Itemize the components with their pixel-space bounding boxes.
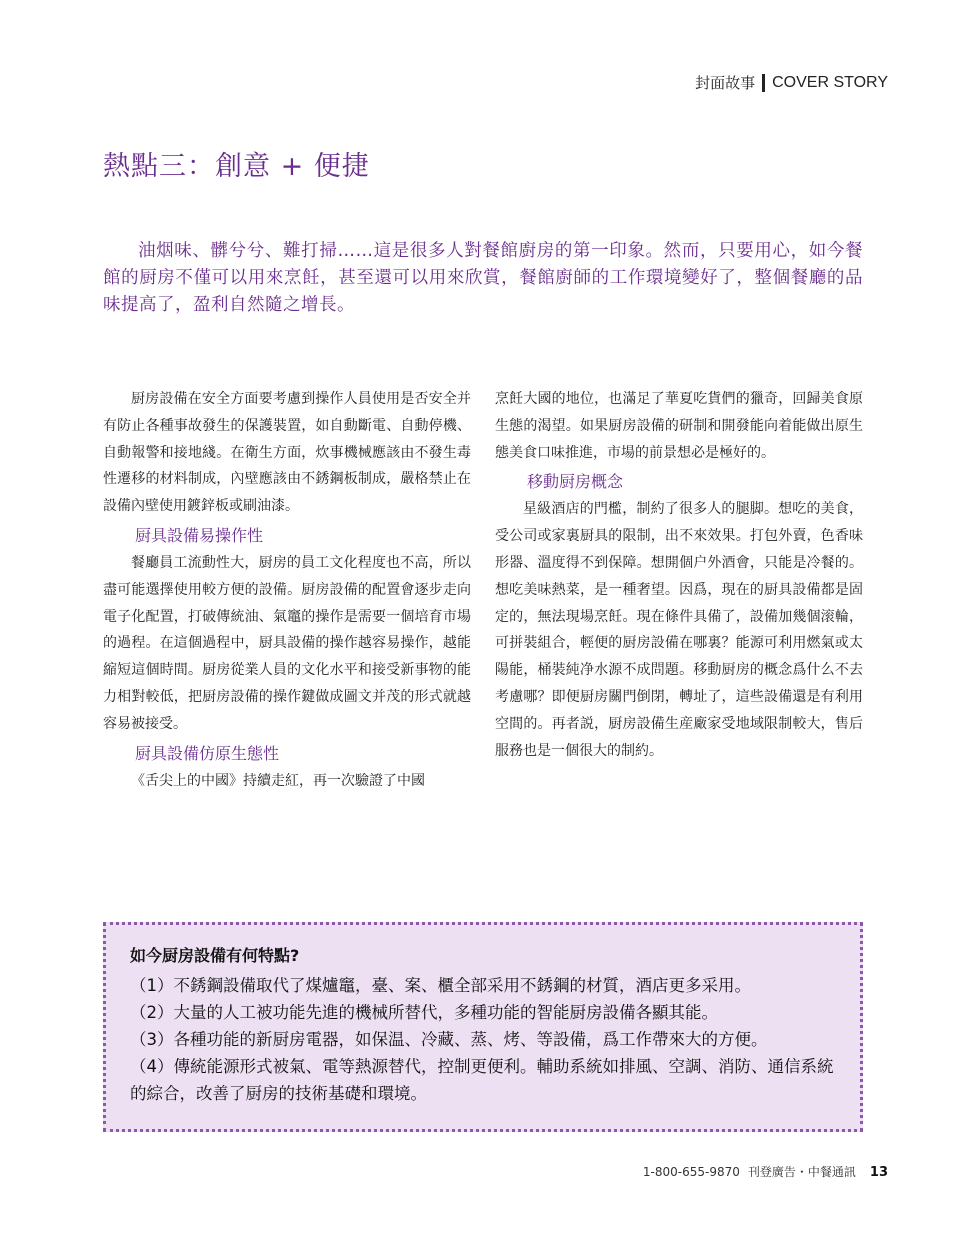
paragraph: 餐廳員工流動性大，厨房的員工文化程度也不高，所以盡可能選擇使用較方便的設備。厨房設備的配置會逐步走向電子化配置，打破傳統油、氣竈的操作是需要一個培育市場的過程。在這個過程中，厨具設備的操作越容易操作，越能縮短這個時間。厨房從業人員的文化水平和接受新事物的能力相對較低，把厨房設備的操作鍵做成圖文并茂的形式就越容易被接受。	[103, 554, 471, 732]
sidebar-heading: 如今厨房設備有何特點?	[130, 946, 300, 965]
header-divider	[762, 74, 765, 92]
list-item: （4）傳統能源形式被氣、電等熱源替代，控制更便利。輔助系統如排風、空調、消防、通信系統的綜合，改善了厨房的技術基礎和環境。	[130, 1057, 834, 1103]
list-item: （3）各種功能的新厨房電器，如保温、冷藏、蒸、烤、等設備，爲工作帶來大的方便。	[130, 1030, 768, 1049]
left-column	[103, 386, 471, 794]
page-number: 13	[869, 1165, 888, 1180]
footer-publication: 刊登廣告・中餐通訊	[747, 1165, 856, 1179]
paragraph: 烹飪大國的地位，也滿足了華夏吃貨們的獵奇，回歸美食原生態的渴望。如果厨房設備的研制和開發能向着能做出原生態美食口味推進，市場的前景想必是極好的。	[495, 391, 863, 461]
right-column	[495, 386, 863, 764]
paragraph: 《舌尖上的中國》持續走紅，再一次驗證了中國	[131, 772, 425, 789]
page-footer	[643, 1163, 888, 1180]
article-title: 熱點三：創意 + 便捷	[103, 151, 370, 182]
section-header	[695, 72, 888, 93]
subheading: 厨具設備仿原生態性	[135, 743, 280, 763]
lead-paragraph: 油烟味、髒兮兮、難打掃……這是很多人對餐館廚房的第一印象。然而，只要用心，如今餐館的厨房不僅可以用來烹飪，甚至還可以用來欣賞，餐館廚師的工作環境變好了，整個餐廳的品味提高了，盈利自然隨之增長。	[103, 241, 863, 315]
sidebar-list	[130, 972, 836, 1107]
subheading: 厨具設備易操作性	[135, 525, 264, 545]
footer-phone: 1-800-655-9870	[642, 1165, 740, 1179]
subheading: 移動厨房概念	[527, 472, 624, 492]
paragraph: 星級酒店的門檻，制約了很多人的腿脚。想吃的美食，受公司或家裏厨具的限制，出不來效果。打包外賣，色香味形器、溫度得不到保障。想開個户外酒會，只能是冷餐的。想吃美味熱菜，是一種奢望。因爲，現在的厨具設備都是固定的，無法現場烹飪。現在條件具備了，設備加幾個滚輪，可拼裝組合，輕便的厨房設備在哪裏？能源可利用燃氣或太陽能，桶裝純净水源不成問題。移動厨房的概念爲什么不去考慮哪？即便厨房關門倒閉，轉址了，這些設備還是有利用空間的。再者説，厨房設備生産廠家受地域限制較大，售后服務也是一個很大的制約。	[495, 501, 863, 759]
paragraph: 厨房設備在安全方面要考慮到操作人員使用是否安全并有防止各種事故發生的保護裝置，如自動斷電、自動停機、自動報警和接地綫。在衛生方面，炊事機械應該由不發生毒性遷移的材料制成，內壁應該由不銹鋼板制成，嚴格禁止在設備內壁使用鍍鋅板或刷油漆。	[103, 391, 471, 515]
section-label-en: COVER STORY	[772, 73, 888, 91]
list-item: （2）大量的人工被功能先進的機械所替代，多種功能的智能厨房設備各顯其能。	[130, 1003, 718, 1022]
section-label-zh: 封面故事	[695, 74, 756, 92]
sidebar-box	[103, 922, 863, 1132]
list-item: （1）不銹鋼設備取代了煤爐竈，臺、案、櫃全部采用不銹鋼的材質，酒店更多采用。	[130, 976, 751, 995]
